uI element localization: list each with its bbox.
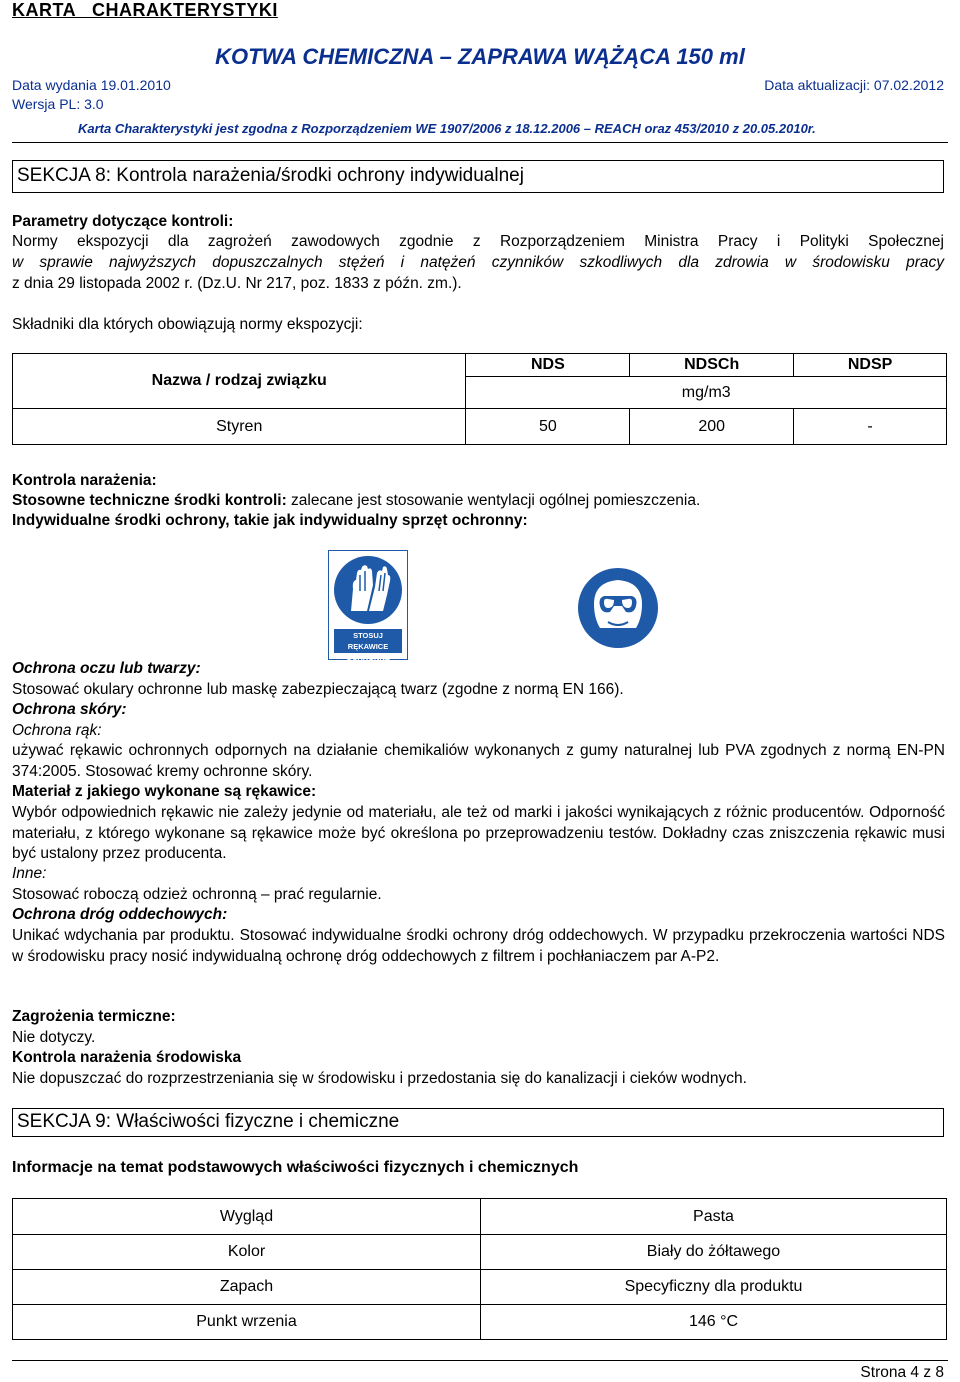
section-9-subheading: Informacje na temat podstawowych właściwości fizycznych i chemicznych [12, 1159, 579, 1176]
env-text: Nie dopuszczać do rozprzestrzeniania się w środowisku i przedostania się do kanalizacji i cieków wodnych. [12, 1070, 747, 1087]
version: Wersja PL: 3.0 [12, 96, 104, 112]
row-ndsp: - [794, 409, 947, 445]
other-text: Stosować roboczą odzież ochronną – prać regularnie. [12, 886, 382, 903]
col-nds-header: NDS [466, 354, 630, 377]
eye-heading: Ochrona oczu lub twarzy: [12, 660, 201, 677]
col-ndsp-header: NDSP [794, 354, 947, 377]
header-divider [12, 142, 948, 143]
material-text: Wybór odpowiednich rękawic nie zależy jedynie od materiału, ale też od marki i jakości wynikających z różnic producentów. Odporność materiału, z którego wykonane są rękawice może być określona po przeprowadzeniu testów. Dokładny czas zniszczenia rękawic musi być ustalony przez producenta. [12, 804, 945, 862]
ppe-heading: Indywidualne środki ochrony, takie jak indywidualny sprzęt ochronny: [12, 512, 528, 529]
exposure-heading: Kontrola narażenia: [12, 472, 157, 489]
issue-date: Data wydania 19.01.2010 [12, 77, 171, 93]
prop-name: Kolor [13, 1235, 481, 1270]
prop-name: Punkt wrzenia [13, 1305, 481, 1340]
row-name: Styren [13, 409, 466, 445]
gloves-sign-text-1: STOSUJ RĘKAWICE [347, 631, 389, 651]
table-row [13, 409, 947, 445]
gloves-sign [328, 550, 408, 660]
hands-text: używać rękawic ochronnych odpornych na działanie chemikaliów wykonanych z gumy naturalnej lub PVA zgodnych z normą EN-PN 374:2005. Stosować kremy ochronne skóry. [12, 742, 945, 780]
update-date: Data aktualizacji: 07.02.2012 [764, 77, 944, 93]
unit-cell [466, 377, 947, 409]
prop-name: Wygląd [13, 1199, 481, 1235]
env-heading: Kontrola narażenia środowiska [12, 1049, 242, 1066]
prop-value: Specyficzny dla produktu [481, 1270, 947, 1305]
col-ndsch-header: NDSCh [630, 354, 794, 377]
col-name-header: Nazwa / rodzaj związku [13, 354, 466, 409]
params-text-3: z dnia 29 listopada 2002 r. (Dz.U. Nr 217, poz. 1833 z późn. zm.). [12, 275, 462, 292]
params-text-2: w sprawie najwyższych dopuszczalnych stężeń i natężeń czynników szkodliwych dla zdrowia w środowisku pracy [12, 254, 944, 271]
goggles-icon [576, 566, 660, 650]
material-heading: Materiał z jakiego wykonane są rękawice: [12, 783, 317, 800]
prop-name: Zapach [13, 1270, 481, 1305]
unit-label: mg/m3 [681, 383, 731, 401]
thermal-heading: Zagrożenia termiczne: [12, 1008, 176, 1025]
tech-label: Stosowne techniczne środki kontroli: [12, 492, 287, 509]
eye-text: Stosować okulary ochronne lub maskę zabezpieczającą twarz (zgodne z normą EN 166). [12, 681, 624, 698]
components-label: Składniki dla których obowiązują normy ekspozycji: [12, 316, 363, 333]
tech-controls [12, 491, 700, 512]
resp-heading: Ochrona dróg oddechowych: [12, 906, 228, 923]
document-type: KARTA CHARAKTERYSTYKI [12, 0, 278, 20]
hands-heading: Ochrona rąk: [12, 722, 102, 739]
page-number: Strona 4 z 8 [860, 1364, 944, 1381]
table-row [13, 1235, 947, 1270]
thermal-text: Nie dotyczy. [12, 1029, 96, 1046]
row-ndsch: 200 [630, 409, 794, 445]
skin-heading: Ochrona skóry: [12, 701, 127, 718]
other-heading: Inne: [12, 865, 47, 882]
section-9-title: SEKCJA 9: Właściwości fizyczne i chemiczne [12, 1108, 944, 1137]
params-text-1: Normy ekspozycji dla zagrożeń zawodowych zgodnie z Rozporządzeniem Ministra Pracy i Polityki Społecznej [12, 233, 944, 250]
tech-text: zalecane jest stosowanie wentylacji ogólnej pomieszczenia. [286, 492, 701, 509]
product-title: KOTWA CHEMICZNA – ZAPRAWA WĄŻĄCA 150 ml [215, 44, 745, 69]
prop-value: Pasta [481, 1199, 947, 1235]
footer-divider [12, 1360, 948, 1361]
resp-text: Unikać wdychania par produktu. Stosować indywidualne środki ochrony dróg oddechowych. W przypadku przekroczenia wartości NDS w środowisku pracy nosić indywidualną ochronę dróg oddechowych z filtrem i pochłaniaczem par A-P2. [12, 927, 945, 965]
gloves-sign-text-2: OCHRONNE [346, 653, 390, 662]
row-nds: 50 [466, 409, 630, 445]
properties-table [12, 1198, 947, 1340]
section-8-title: SEKCJA 8: Kontrola narażenia/środki ochrony indywidualnej [12, 160, 944, 193]
regulation-note: Karta Charakterystyki jest zgodna z Rozporządzeniem WE 1907/2006 z 18.12.2006 – REACH oraz 453/2010 z 20.05.2010r. [78, 121, 816, 136]
exposure-table [12, 353, 947, 445]
prop-value: Biały do żółtawego [481, 1235, 947, 1270]
params-heading: Parametry dotyczące kontroli: [12, 213, 234, 230]
table-row [13, 1270, 947, 1305]
table-row [13, 1305, 947, 1340]
table-row [13, 1199, 947, 1235]
prop-value: 146 °C [481, 1305, 947, 1340]
